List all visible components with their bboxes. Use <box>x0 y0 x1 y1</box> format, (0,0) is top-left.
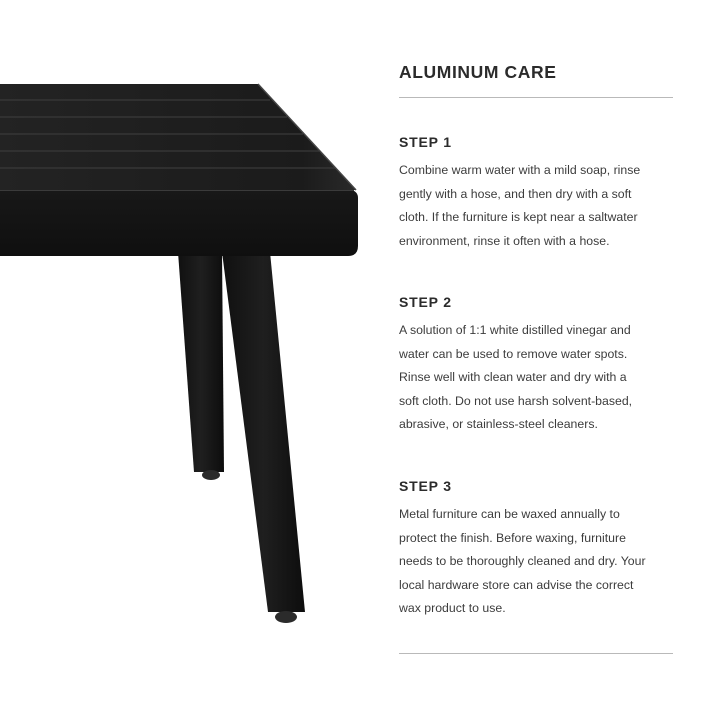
step-1-line: cloth. If the furniture is kept near a saltwater <box>399 210 638 225</box>
step-1-line: gently with a hose, and then dry with a soft <box>399 186 632 201</box>
step-3-line: protect the finish. Before waxing, furniture <box>399 530 626 545</box>
step-3-line: local hardware store can advise the correct <box>399 577 634 592</box>
care-instructions-panel <box>399 0 673 720</box>
step-2-line: abrasive, or stainless-steel cleaners. <box>399 417 598 432</box>
step-2-line: A solution of 1:1 white distilled vinegar and <box>399 323 631 337</box>
step-2-text <box>399 319 675 437</box>
step-3-line: Metal furniture can be waxed annually to <box>399 507 620 521</box>
table-rear-leg <box>178 252 224 480</box>
step-1-line: environment, rinse it often with a hose. <box>399 233 610 248</box>
step-3-heading: STEP 3 <box>399 478 452 494</box>
step-2-line: soft cloth. Do not use harsh solvent-based, <box>399 393 633 408</box>
step-2-heading: STEP 2 <box>399 294 452 310</box>
table-apron <box>0 190 358 256</box>
step-1-block <box>399 134 675 253</box>
step-2-block <box>399 294 675 437</box>
step-2-line: Rinse well with clean water and dry with a <box>399 370 627 385</box>
title-divider <box>399 97 673 98</box>
step-1-line: Combine warm water with a mild soap, rinse <box>399 163 641 177</box>
step-3-text <box>399 503 675 621</box>
bottom-divider <box>399 653 673 654</box>
step-1-heading: STEP 1 <box>399 134 452 150</box>
step-1-text <box>399 159 675 253</box>
table-top <box>0 84 356 190</box>
step-3-block <box>399 478 675 621</box>
table-front-leg <box>222 252 305 623</box>
step-3-line: wax product to use. <box>399 601 506 616</box>
step-3-line: needs to be thoroughly cleaned and dry. Your <box>399 554 646 569</box>
care-title: ALUMINUM CARE <box>399 62 557 82</box>
step-2-line: water can be used to remove water spots. <box>399 346 628 361</box>
